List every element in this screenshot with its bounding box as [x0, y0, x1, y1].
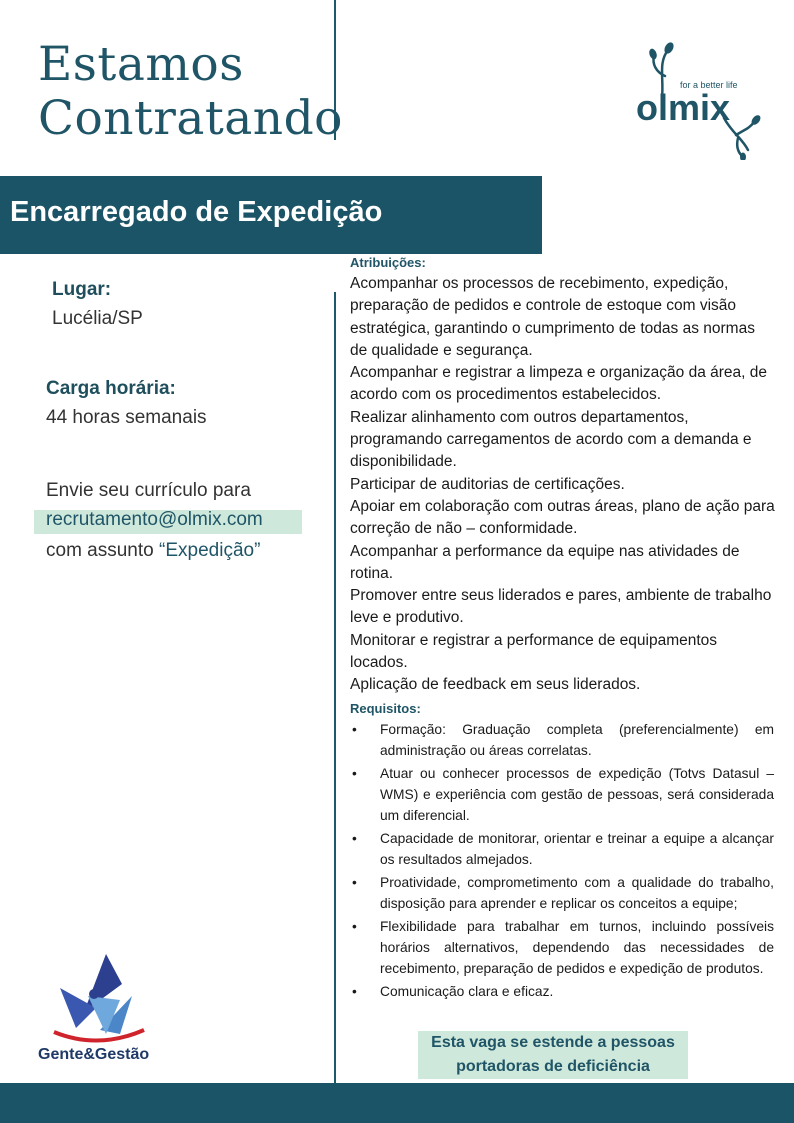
requirement-item: • Comunicação clara e eficaz.: [350, 981, 774, 1002]
send-instruction: Envie seu currículo para: [46, 480, 251, 501]
logo-tagline: for a better life: [680, 80, 738, 90]
subject-prefix: com assunto: [46, 540, 154, 561]
attribution-item: Monitorar e registrar a performance de equipamentos locados.: [350, 631, 718, 672]
attribution-item: Acompanhar a performance da equipe nas atividades de rotina.: [350, 542, 740, 582]
attribution-item: Apoiar em colaboração com outras áreas, plano de ação para correção de não – conformidade.: [350, 497, 775, 538]
requirement-item: • Atuar ou conhecer processos de expedição (Totvs Datasul – WMS) e experiência com gestão de pessoas, será considerada um diferencial.: [350, 763, 774, 826]
attribution-item: Acompanhar os processos de recebimento, expedição, preparação de pedidos e controle de estoque com visão estratégica, garantindo o cumprimento de todas as normas de qualidade e segurança.: [350, 275, 755, 359]
requirements-list: [350, 719, 774, 1002]
requirements-label: Requisitos:: [350, 701, 421, 716]
attribution-item: Acompanhar e registrar a limpeza e organização da área, de acordo com os procedimentos estabelecidos.: [350, 364, 768, 404]
attribution-item: Realizar alinhamento com outros departamentos, programando carregamentos de acordo com a demanda e disponibilidade.: [350, 408, 752, 471]
subject-line: [46, 540, 260, 562]
title-line-1: Estamos: [38, 37, 244, 92]
requirement-item: • Proatividade, comprometimento com a qualidade do trabalho, disposição para aprender e replicar os conceitos a equipe;: [350, 872, 774, 914]
job-title: Encarregado de Expedição: [10, 196, 383, 228]
requirement-item: • Flexibilidade para trabalhar em turnos, incluindo possíveis horários alternativos, dependendo das necessidades de recebimento, preparação de pedidos e expedição de produtos.: [350, 916, 774, 979]
attributions-list: [350, 273, 776, 697]
footer-bar: [0, 1083, 794, 1123]
hours-label: Carga horária:: [46, 378, 176, 399]
hours-value: 44 horas semanais: [46, 407, 207, 428]
place-label: Lugar:: [52, 279, 112, 300]
attributions-section: [350, 255, 776, 697]
requirement-item: • Capacidade de monitorar, orientar e treinar a equipe a alcançar os resultados almejados.: [350, 828, 774, 870]
attribution-item: Aplicação de feedback em seus liderados.: [350, 676, 641, 694]
gente-gestao-name: Gente&Gestão: [38, 1046, 150, 1063]
title-line-2: Contratando: [38, 91, 343, 146]
notice-line-1: Esta vaga se estende a pessoas: [431, 1034, 675, 1051]
inclusion-notice: [418, 1031, 688, 1079]
attributions-label: Atribuições:: [350, 255, 426, 270]
subject-value: “Expedição”: [159, 540, 261, 561]
olmix-logo: [632, 38, 762, 160]
job-title-banner: [0, 176, 542, 254]
email-highlight: [34, 510, 302, 534]
attribution-item: Promover entre seus liderados e pares, ambiente de trabalho leve e produtivo.: [350, 587, 772, 627]
logo-name: olmix: [636, 87, 731, 128]
email-link[interactable]: recrutamento@olmix.com: [46, 509, 263, 530]
page-title: [38, 38, 343, 146]
requirement-item: • Formação: Graduação completa (preferencialmente) em administração ou áreas correlatas.: [350, 719, 774, 761]
requirements-section: [350, 701, 774, 1004]
content-divider: [334, 292, 336, 1084]
notice-line-2: portadoras de deficiência: [456, 1058, 650, 1075]
place-value: Lucélia/SP: [52, 308, 143, 329]
attribution-item: Participar de auditorias de certificações.: [350, 475, 625, 493]
